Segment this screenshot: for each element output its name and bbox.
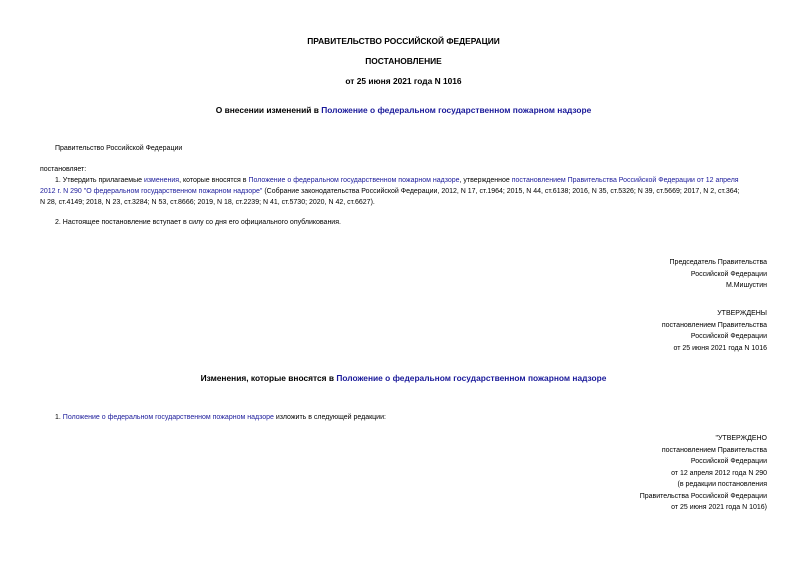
resolution-290-link-1[interactable]: постановлением Правительства Российской Федерации от 12 апреля <box>511 177 739 184</box>
approved-block: УТВЕРЖДЕНЫ постановлением Правительства Российской Федерации от 25 июня 2021 года N 1016 <box>661 310 767 352</box>
doc-date: от 25 июня 2021 года N 1016 <box>345 76 462 86</box>
doc-type: ПОСТАНОВЛЕНИЕ <box>365 56 442 66</box>
approved2-block: "УТВЕРЖДЕНО постановлением Правительства Российской Федерации от 12 апреля 2012 года N 290 (в редакции постановления Правительства Российской Федерации от 25 июня 2021 года N 1016) <box>639 435 767 511</box>
doc-title <box>0 105 807 115</box>
doc-title-prefix: О внесении изменений в <box>215 105 322 115</box>
changes-title-link[interactable]: Положение о федеральном государственном пожарном надзоре <box>336 373 607 383</box>
paragraph-1: 1. Утвердить прилагаемые изменения, которые вносятся в Положение о федеральном государственном пожарном надзоре, утвержденное постановлением Правительства Российской Федерации от 12 апреля 2012 г. N 290 "О федеральном государственном пожарном надзоре" (Собрание законодательства Российской Федерации, 2012, N 17, ст.1964; 2015, N 44, ст.6138; 2016, N 35, ст.5326; N 39, ст.5669; 2017, N 2, ст.364; N 28, ст.4149; 2018, N 23, ст.3284; N 53, ст.8666; 2019, N 18, ст.2239; N 41, ст.5730; 2020, N 42, ст.6627). <box>40 177 740 206</box>
change-item-1-link[interactable]: Положение о федеральном государственном пожарном надзоре <box>62 414 274 421</box>
change-item-1: 1. Положение о федеральном государственном пожарном надзоре изложить в следующей редакции: <box>55 414 386 421</box>
signature-block: Председатель Правительства Российской Федерации М.Мишустин <box>669 259 767 289</box>
changes-link[interactable]: изменения <box>143 177 180 184</box>
resolution-290-link-2[interactable]: 2012 г. N 290 "О федеральном государственном пожарном надзоре" <box>40 188 263 195</box>
issuer-text: Правительство Российской Федерации <box>55 145 183 152</box>
resolves-text: постановляет: <box>40 166 87 173</box>
regulation-link[interactable]: Положение о федеральном государственном пожарном надзоре <box>248 177 460 184</box>
doc-title-link[interactable]: Положение о федеральном государственном пожарном надзоре <box>321 105 592 115</box>
paragraph-2: 2. Настоящее постановление вступает в силу со дня его официального опубликования. <box>55 219 341 226</box>
changes-title: Изменения, которые вносятся в Положение о федеральном государственном пожарном надзоре <box>200 373 607 383</box>
gov-header: ПРАВИТЕЛЬСТВО РОССИЙСКОЙ ФЕДЕРАЦИИ <box>307 36 500 46</box>
